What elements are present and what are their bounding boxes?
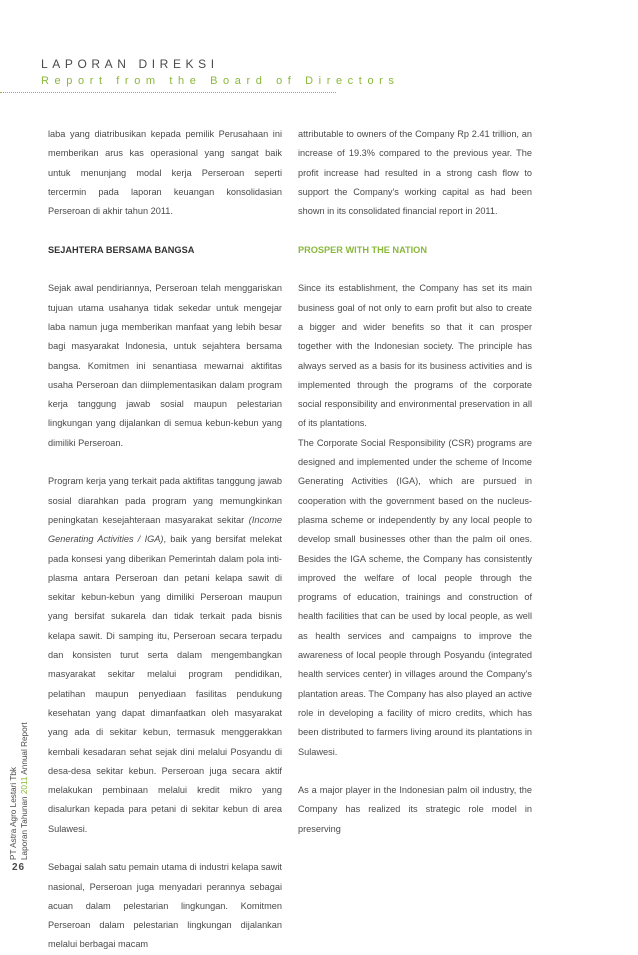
csr-text-italic: (Income Generating Activities / IGA) <box>48 514 282 545</box>
section-subtitle: Report from the Board of Directors <box>41 75 400 87</box>
header-divider <box>0 92 336 93</box>
paragraph-establishment-id: Sejak awal pendiriannya, Perseroan telah menggariskan tujuan utama usahanya tidak sekedar untuk mengejar laba namun juga memberikan manfaat yang lebih besar bagi masyarakat Indonesia, untuk sejahtera bersama bangsa. Komitmen ini senantiasa mewarnai aktifitas usaha Perseroan dan diimplementasikan dalam program kerja tanggung jawab sosial maupun pelestarian lingkungan yang dijalankan di semua kebun-kebun yang dimiliki Perseroan. <box>48 283 282 448</box>
side-footer <box>8 700 30 860</box>
report-label-id: Laporan Tahunan <box>20 794 29 860</box>
section-title: LAPORAN DIREKSI <box>41 57 219 71</box>
csr-text-a: Program kerja yang terkait pada aktifitas tanggung jawab sosial diarahkan pada program yang memungkinkan peningkatan kesejahteraan masyarakat sekitar <box>48 476 282 525</box>
paragraph-csr-en: The Corporate Social Responsibility (CSR) programs are designed and implemented under the scheme of Income Generating Activities (IGA), which are pursued in cooperation with the government based on the nucleus-plasma scheme or independently by any local people to develop small businesses other than the palm oil ones. Besides the IGA scheme, the Company has consistently improved the welfare of local people through the programs of education, trainings and construction of health facilities that can be used by local people, as well as health services and campaigns to improve the awareness of local people through Posyandu (integrated health services center) in villages around the Company's plantation areas. The Company has also played an active role in developing a facility of micro credits, which has been distributed to farmers living around its plantations in Sulawesi. <box>298 437 532 757</box>
csr-text-b: , baik yang bersifat melekat pada konsesi yang diberikan Pemerintah dalam pola inti-plasma antara Perseroan dan petani kelapa sawit di sekitar kebun-kebun yang dimiliki Perseroan maupun yang bersifat sukarela dan tidak terkait pada bisnis kelapa sawit. Di samping itu, Perseroan secara terpadu dan konsisten turut serta dalam mengembangkan masyarakat sekitar melalui program pendidikan, pelatihan maupun penyediaan fasilitas pendukung kesehatan yang dapat dimanfaatkan oleh masyarakat yang ada di sekitar kebun, termasuk menggerakkan kembali kesadaran sehat sejak dini melalui Posyandu di desa-desa sekitar kebun. Perseroan juga secara aktif melakukan pembinaan melalui kredit mikro yang disalurkan kepada para petani di sekitar kebun di area Sulawesi. <box>48 534 283 834</box>
company-name: PT Astra Agro Lestari Tbk <box>9 767 18 860</box>
paragraph-intro-en: attributable to owners of the Company Rp 2.41 trillion, an increase of 19.3% compared to the previous year. The profit increase had resulted in a strong cash flow to support the Company's working capital as had been shown in its consolidated financial report in 2011. <box>298 129 532 217</box>
section-heading-en: PROSPER WITH THE NATION <box>298 244 427 255</box>
paragraph-environment-en: As a major player in the Indonesian palm oil industry, the Company has realized its strategic role model in preserving <box>298 785 532 834</box>
page-number: 26 <box>12 862 26 873</box>
section-heading-id: SEJAHTERA BERSAMA BANGSA <box>48 244 195 255</box>
english-column <box>298 125 532 839</box>
indonesian-column <box>48 125 282 955</box>
paragraph-intro-id: laba yang diatribusikan kepada pemilik Perusahaan ini memberikan arus kas operasional yang sangat baik untuk menunjang modal kerja Perseroan seperti tercermin pada laporan keuangan konsolidasian Perseroan di akhir tahun 2011. <box>48 129 282 217</box>
report-label <box>19 700 30 860</box>
paragraph-csr-id <box>48 472 282 839</box>
report-label-en: Annual Report <box>20 722 29 777</box>
paragraph-environment-id: Sebagai salah satu pemain utama di industri kelapa sawit nasional, Perseroan juga menyadari perannya sebagai acuan dalam pelestarian lingkungan. Komitmen Perseroan dalam pelestarian lingkungan dijalankan melalui berbagai macam <box>48 862 282 950</box>
page-header <box>41 57 400 87</box>
report-year: 2011 <box>20 776 29 795</box>
paragraph-establishment-en: Since its establishment, the Company has set its main business goal of not only to earn profit but also to create a bigger and wider benefits so that it can prosper together with the Indonesian society. The principle has always served as a basis for its business activities and is implemented through the programs of the corporate social responsibility and environmental preservation in all of its plantations. <box>298 283 532 429</box>
